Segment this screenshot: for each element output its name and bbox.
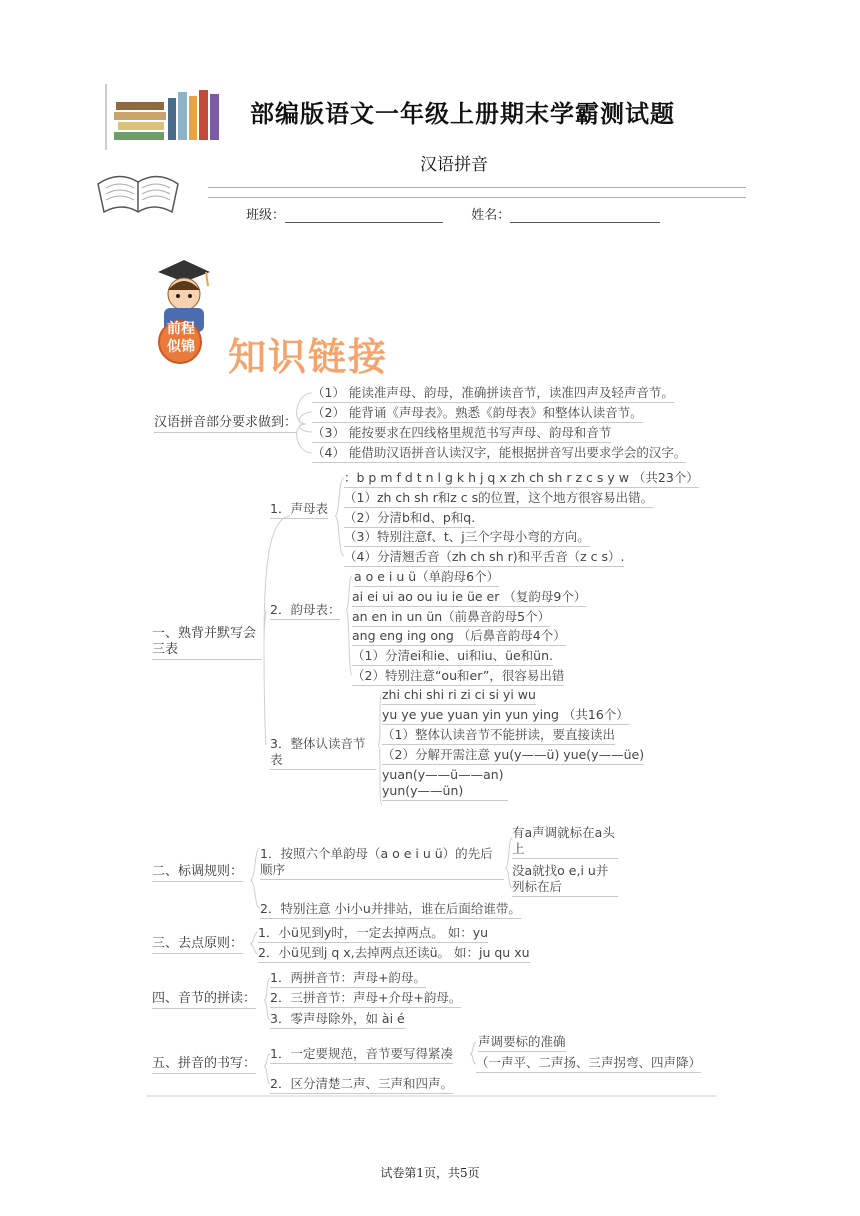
s2-sub-1: 有a声调就标在a头上 (512, 825, 618, 859)
yunmu-item-4: ang eng ing ong （后鼻音韵母4个） (352, 628, 566, 646)
yunmu-item-5: （1）分清ei和ie、ui和iu、üe和ün. (352, 648, 553, 666)
s5-item-1: 1．一定要规范，音节要写得紧凑 (270, 1046, 453, 1064)
req-item-2: （2） 能背诵《声母表》。熟悉《韵母表》和整体认读音节。 (312, 405, 643, 423)
s2-sub-2: 没a就找o e,i u并列标在后 (512, 863, 618, 897)
zhengti-item-4: （2）分解开需注意 yu(y——ü) yue(y——üe) (382, 747, 644, 765)
s4-item-1: 1．两拼音节：声母+韵母。 (270, 970, 426, 988)
section-heading: 知识链接 (228, 335, 389, 379)
page-footer: 试卷第1页，共5页 (380, 1166, 480, 1180)
zhengti-item-2: yu ye yue yuan yin yun ying （共16个） (382, 707, 629, 725)
yunmu-item-1: a o e i u ü（单韵母6个） (354, 569, 499, 587)
req-item-3: （3） 能按要求在四线格里规范书写声母、韵母和音节 (312, 425, 611, 443)
shengmu-item-3: （2）分清b和d、p和q. (344, 510, 475, 528)
s3-label: 三、去点原则： (152, 936, 243, 954)
badge-text-bottom: 似锦 (167, 339, 195, 355)
s3-item-2: 2．小ü见到j q x,去掉两点还读ü。 如：ju qu xu (258, 945, 530, 963)
s3-item-1: 1．小ü见到y时，一定去掉两点。 如：yu (258, 925, 488, 943)
zhengti-item-3: （1）整体认读音节不能拼读，要直接读出 (382, 727, 615, 745)
s2-rule-2: 2．特别注意 小i小u并排站，谁在后面给谁带。 (260, 901, 521, 919)
shengmu-item-4: （3）特别注意f、t、j三个字母小弯的方向。 (344, 529, 590, 547)
yunmu-item-2: ai ei ui ao ou iu ie üe er （复韵母9个） (352, 589, 586, 607)
req-label: 汉语拼音部分要求做到： (154, 415, 297, 433)
page-subtitle: 汉语拼音 (420, 155, 488, 175)
req-item-1: （1） 能读准声母、韵母，准确拼读音节，读准四声及轻声音节。 (312, 385, 674, 403)
zhengti-item-1: zhi chi shi ri zi ci si yi wu (382, 687, 536, 705)
name-label: 姓名： (471, 208, 511, 223)
shengmu-label: 1．声母表 (270, 501, 328, 519)
req-item-4: （4） 能借助汉语拼音认读汉字，能根据拼音写出要求学会的汉字。 (312, 445, 686, 463)
shengmu-item-5: （4）分清翘舌音（zh ch sh r)和平舌音（z c s）. (344, 549, 624, 567)
s5-item-2: 2．区分清楚二声、三声和四声。 (270, 1076, 453, 1094)
s5-label: 五、拼音的书写： (152, 1056, 256, 1074)
yunmu-item-3: an en in un ün（前鼻音韵母5个） (352, 609, 550, 627)
s4-item-3: 3．零声母除外，如 ài é (270, 1011, 405, 1029)
shengmu-item-1: ：b p m f d t n l g k h j q x zh ch sh r z c s y w （共23个） (344, 470, 699, 488)
zhengti-item-5: yuan(y——ü——an) yun(y——ün) (382, 767, 508, 801)
s1-label: 一、熟背并默写会三表 (152, 626, 262, 660)
s2-label: 二、标调规则： (152, 864, 243, 882)
zhengti-label: 3．整体认读音节表 (270, 736, 376, 770)
yunmu-item-6: （2）特别注意“ou和er”，很容易出错 (352, 668, 564, 686)
s5-sub-1: 声调要标的准确 (478, 1034, 566, 1052)
shengmu-item-2: （1）zh ch sh r和z c s的位置，这个地方很容易出错。 (344, 490, 653, 508)
s2-rule-1: 1．按照六个单韵母（a o e i u ü）的先后顺序 (260, 846, 504, 880)
s4-item-2: 2．三拼音节：声母+介母+韵母。 (270, 990, 461, 1008)
class-label: 班级： (246, 208, 286, 223)
s5-sub-2: （一声平、二声扬、三声拐弯、四声降） (476, 1055, 701, 1073)
yunmu-label: 2．韵母表： (270, 602, 340, 620)
badge-text-top: 前程 (167, 321, 195, 337)
s4-label: 四、音节的拼读： (152, 991, 256, 1009)
page-title: 部编版语文一年级上册期末学霸测试题 (250, 99, 675, 128)
